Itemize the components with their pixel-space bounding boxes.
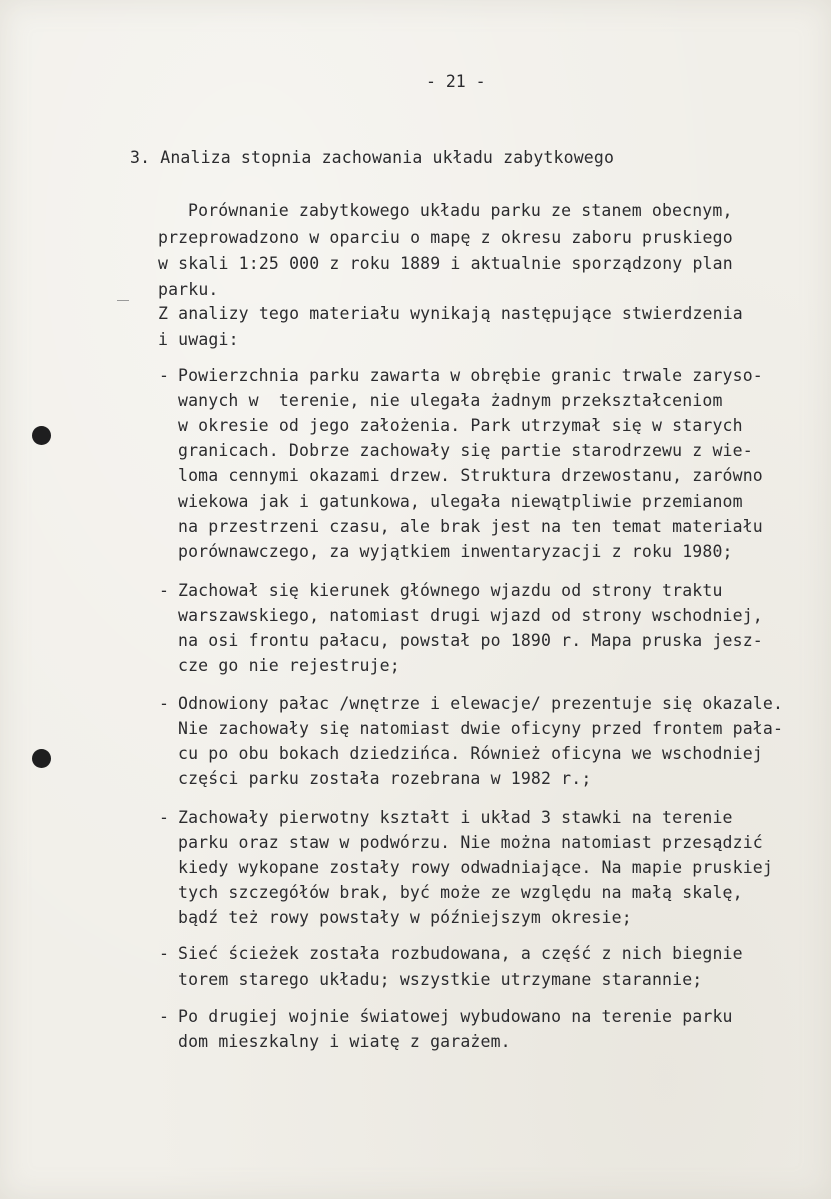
intro-line: Z analizy tego materiału wynikają następujące stwierdzenia — [158, 304, 743, 323]
bullet-line: na przestrzeni czasu, ale brak jest na ten temat materiału — [178, 517, 763, 536]
bullet-marker: - — [159, 1007, 169, 1026]
bullet-line: kiedy wykopane zostały rowy odwadniające. Na mapie pruskiej — [178, 858, 773, 877]
bullet-line: Powierzchnia parku zawarta w obrębie granic trwale zaryso- — [178, 366, 763, 385]
bullet-line: w okresie od jego założenia. Park utrzymał się w starych — [178, 416, 743, 435]
bullet-line: Po drugiej wojnie światowej wybudowano na terenie parku — [178, 1007, 733, 1026]
section-heading: 3. Analiza stopnia zachowania układu zabytkowego — [130, 148, 615, 167]
bullet-line: cze go nie rejestruje; — [178, 656, 400, 675]
bullet-line: warszawskiego, natomiast drugi wjazd od strony wschodniej, — [178, 606, 763, 625]
intro-line: i uwagi: — [158, 330, 239, 349]
bullet-marker: - — [159, 366, 169, 385]
intro-line: parku. — [158, 280, 219, 299]
intro-line: w skali 1:25 000 z roku 1889 i aktualnie sporządzony plan — [158, 254, 733, 273]
bullet-line: granicach. Dobrze zachowały się partie starodrzewu z wie- — [178, 441, 753, 460]
bullet-line: Nie zachowały się natomiast dwie oficyny przed frontem pała- — [178, 719, 784, 738]
bullet-line: tych szczegółów brak, być może ze względu na małą skalę, — [178, 883, 743, 902]
margin-mark — [117, 300, 129, 301]
bullet-line: części parku została rozebrana w 1982 r.; — [178, 769, 592, 788]
bullet-line: Zachowały pierwotny kształt i układ 3 stawki na terenie — [178, 808, 733, 827]
bullet-line: cu po obu bokach dziedzińca. Również oficyna we wschodniej — [178, 744, 763, 763]
bullet-marker: - — [159, 808, 169, 827]
punch-hole-top — [32, 426, 51, 445]
bullet-line: torem starego układu; wszystkie utrzymane starannie; — [178, 970, 703, 989]
bullet-line: wanych w terenie, nie ulegała żadnym przekształceniom — [178, 391, 723, 410]
bullet-line: na osi frontu pałacu, powstał po 1890 r. Mapa pruska jesz- — [178, 631, 763, 650]
bullet-line: dom mieszkalny i wiatę z garażem. — [178, 1032, 511, 1051]
bullet-line: Sieć ścieżek została rozbudowana, a część z nich biegnie — [178, 944, 743, 963]
bullet-line: porównawczego, za wyjątkiem inwentaryzacji z roku 1980; — [178, 542, 733, 561]
bullet-line: loma cennymi okazami drzew. Struktura drzewostanu, zarówno — [178, 466, 763, 485]
bullet-line: Zachował się kierunek głównego wjazdu od strony traktu — [178, 581, 723, 600]
bullet-line: wiekowa jak i gatunkowa, ulegała niewątpliwie przemianom — [178, 492, 743, 511]
punch-hole-bottom — [32, 749, 51, 768]
bullet-line: bądź też rowy powstały w późniejszym okresie; — [178, 908, 632, 927]
bullet-marker: - — [159, 694, 169, 713]
bullet-marker: - — [159, 581, 169, 600]
intro-line: Porównanie zabytkowego układu parku ze stanem obecnym, — [188, 201, 733, 220]
page-number: - 21 - — [426, 72, 486, 91]
bullet-line: parku oraz staw w podwórzu. Nie można natomiast przesądzić — [178, 833, 763, 852]
bullet-marker: - — [159, 944, 169, 963]
bullet-line: Odnowiony pałac /wnętrze i elewacje/ prezentuje się okazale. — [178, 694, 784, 713]
intro-line: przeprowadzono w oparciu o mapę z okresu zaboru pruskiego — [158, 228, 733, 247]
